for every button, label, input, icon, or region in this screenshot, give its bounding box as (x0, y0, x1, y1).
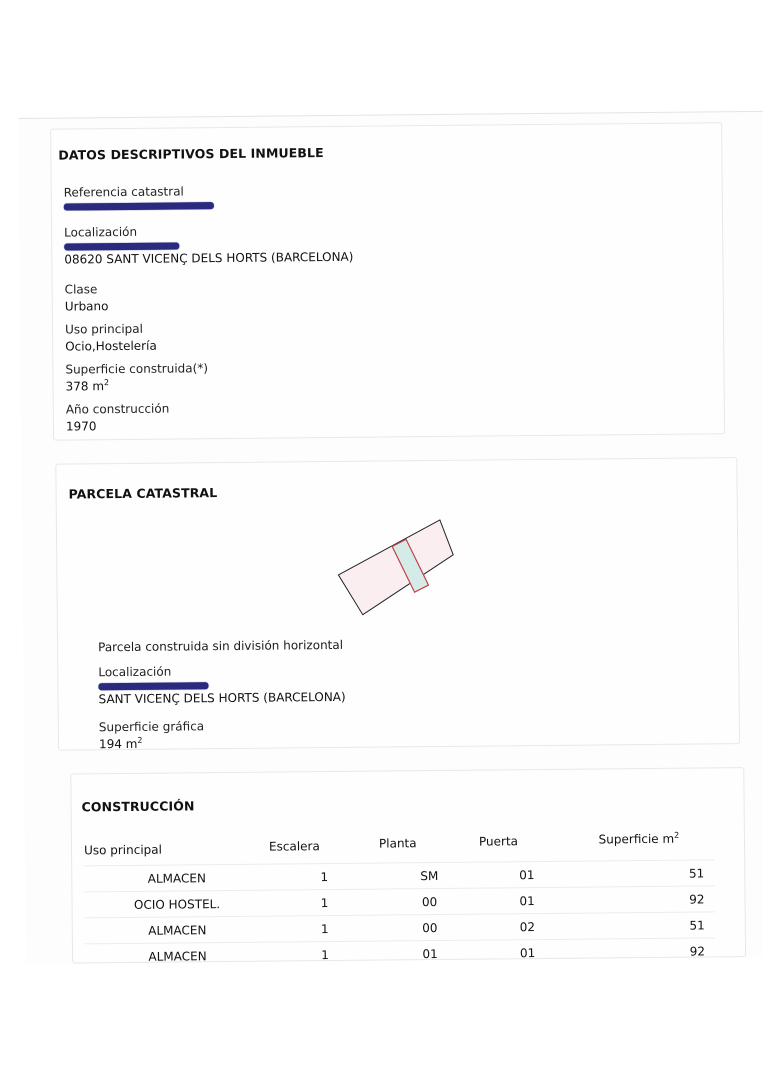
cell-puerta: 02 (480, 913, 575, 940)
parcela-localizacion-field (98, 662, 345, 708)
parcela-tipo: Parcela construida sin división horizontal (98, 637, 344, 655)
table-header-row (84, 823, 714, 866)
cell-puerta: 01 (480, 939, 575, 965)
scanned-sheet (18, 111, 763, 964)
construccion-table (84, 823, 715, 969)
cell-escalera: 1 (270, 915, 380, 942)
cell-superficie: 51 (575, 912, 715, 939)
cell-puerta: 01 (479, 861, 574, 888)
parcela-superficie-label: Superficie gráfica (98, 719, 205, 735)
col-escalera-header: Escalera (268, 839, 320, 854)
redacted-localizacion (64, 242, 179, 250)
cell-superficie: 51 (574, 860, 714, 887)
parcela-superficie-value: 194 $m^2$ (98, 735, 143, 752)
parcel-map (332, 506, 483, 627)
clase-label: Clase (64, 282, 98, 297)
parcela-superficie-field (99, 718, 205, 753)
superficie-value: 378 $m^2$ (65, 378, 110, 394)
cell-uso: ALMACEN (85, 942, 270, 969)
parcela-localizacion-city: SANT VICENÇ DELS HORTS (BARCELONA) (98, 689, 346, 707)
cell-superficie: 92 (575, 938, 715, 965)
localizacion-label: Localización (64, 224, 138, 240)
cell-uso: OCIO HOSTEL. (84, 890, 269, 918)
cell-uso: ALMACEN (85, 916, 270, 944)
table-row (85, 938, 715, 970)
cell-uso: ALMACEN (84, 864, 269, 892)
cell-planta: 00 (380, 914, 480, 941)
cell-puerta: 01 (479, 887, 574, 914)
redacted-parcela-localizacion (98, 682, 208, 690)
cell-planta: 01 (380, 940, 480, 966)
anio-value: 1970 (65, 419, 97, 434)
cell-planta: 00 (379, 888, 479, 915)
col-superficie-header: Superficie $m^2$ (598, 830, 680, 847)
redacted-referencia (64, 202, 214, 210)
clase-value: Urbano (64, 299, 109, 314)
localizacion-city: 08620 SANT VICENÇ DELS HORTS (BARCELONA) (64, 249, 354, 267)
uso-value: Ocio,Hostelería (65, 338, 157, 354)
construccion-title: CONSTRUCCIÓN (81, 798, 195, 815)
cell-escalera: 1 (270, 941, 380, 968)
col-uso-header: Uso principal (83, 842, 163, 858)
referencia-field (64, 183, 214, 211)
col-puerta-header: Puerta (478, 834, 519, 849)
parcel-shape (338, 520, 454, 615)
cell-superficie: 92 (574, 886, 714, 913)
cell-planta: SM (379, 862, 479, 889)
uso-field (65, 321, 157, 356)
anio-label: Año construcción (65, 401, 170, 417)
parcela-localizacion-label: Localización (98, 664, 172, 680)
datos-descriptivos-card (50, 122, 725, 440)
clase-field (65, 281, 109, 315)
localizacion-field (64, 222, 353, 269)
uso-label: Uso principal (64, 321, 144, 337)
cell-escalera: 1 (269, 889, 379, 916)
col-planta-header: Planta (378, 836, 417, 851)
parcela-catastral-card (55, 457, 740, 751)
superficie-label: Superficie construida(*) (65, 361, 209, 377)
superficie-field (65, 360, 208, 395)
construccion-card (70, 767, 746, 963)
referencia-label: Referencia catastral (63, 184, 184, 200)
anio-field (66, 401, 170, 436)
parcela-title: PARCELA CATASTRAL (68, 485, 218, 502)
datos-title: DATOS DESCRIPTIVOS DEL INMUEBLE (58, 145, 324, 163)
cell-escalera: 1 (269, 863, 379, 890)
